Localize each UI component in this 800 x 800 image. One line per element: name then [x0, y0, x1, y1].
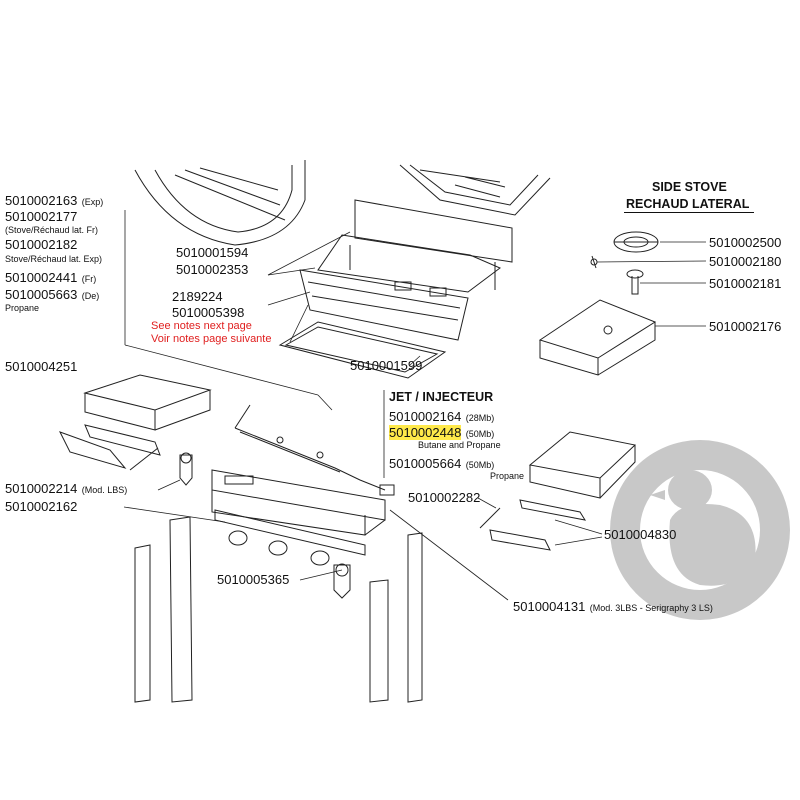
note-butane-propane: Butane and Propane: [418, 440, 501, 450]
valve-lbs: [180, 453, 192, 485]
part-5010001599: 5010001599: [350, 358, 423, 373]
spring-clip: [591, 256, 597, 268]
part-5010002448: 5010002448 (50Mb): [389, 425, 495, 440]
part-5010002182: 5010002182: [5, 237, 78, 252]
part-5010002500: 5010002500: [709, 235, 782, 250]
part-5010004830: 5010004830: [604, 527, 677, 542]
control-panel: [212, 470, 385, 555]
note-see-next-page: See notes next page: [151, 320, 252, 332]
part-5010002176: 5010002176: [709, 319, 782, 334]
burner-ring: [614, 232, 658, 252]
note-propane-jet: Propane: [490, 471, 525, 481]
part-5010002214: 5010002214 (Mod. LBS): [5, 481, 128, 496]
part-5010002441: 5010002441 (Fr): [5, 270, 97, 285]
left-shelf: [60, 375, 210, 470]
side-stove-title: SIDE STOVE: [652, 180, 727, 194]
highlighted-part-number: 5010002448: [389, 425, 462, 440]
note-stove-exp: Stove/Réchaud lat. Exp): [5, 254, 103, 264]
side-stove-underline: [624, 212, 754, 213]
firebox-partial: [400, 165, 550, 215]
grill-body-partial: [135, 160, 305, 245]
part-2189224: 2189224: [172, 289, 223, 304]
part-5010004131: 5010004131 (Mod. 3LBS - Serigraphy 3 LS): [513, 599, 713, 614]
control-knobs: [229, 531, 329, 565]
note-stove-fr: (Stove/Réchaud lat. Fr): [5, 225, 99, 235]
valve-knob-part: [334, 564, 350, 598]
part-5010001594: 5010001594: [176, 245, 249, 260]
stove-knob: [627, 270, 643, 294]
note-propane-left: Propane: [5, 303, 40, 313]
part-5010005398: 5010005398: [172, 305, 245, 320]
part-5010005664: 5010005664 (50Mb): [389, 456, 495, 471]
note-voir-page-suivante: Voir notes page suivante: [151, 333, 272, 345]
part-5010002181: 5010002181: [709, 276, 782, 291]
cart-legs: [135, 517, 422, 702]
jet-injecteur-title: JET / INJECTEUR: [389, 390, 494, 404]
warming-rack: [300, 200, 512, 340]
part-5010002282: 5010002282: [408, 490, 481, 505]
side-stove-body: [540, 300, 655, 375]
part-5010002177: 5010002177: [5, 209, 78, 224]
gas-manifold: [235, 405, 394, 495]
part-5010002163: 5010002163 (Exp): [5, 193, 104, 208]
part-5010002162: 5010002162: [5, 499, 78, 514]
rechaud-lateral-title: RECHAUD LATERAL: [626, 197, 750, 211]
part-5010005663: 5010005663 (De): [5, 287, 100, 302]
part-5010004251: 5010004251: [5, 359, 78, 374]
part-5010002353: 5010002353: [176, 262, 249, 277]
part-5010002180: 5010002180: [709, 254, 782, 269]
part-5010005365: 5010005365: [217, 572, 290, 587]
part-5010002164: 5010002164 (28Mb): [389, 409, 495, 424]
